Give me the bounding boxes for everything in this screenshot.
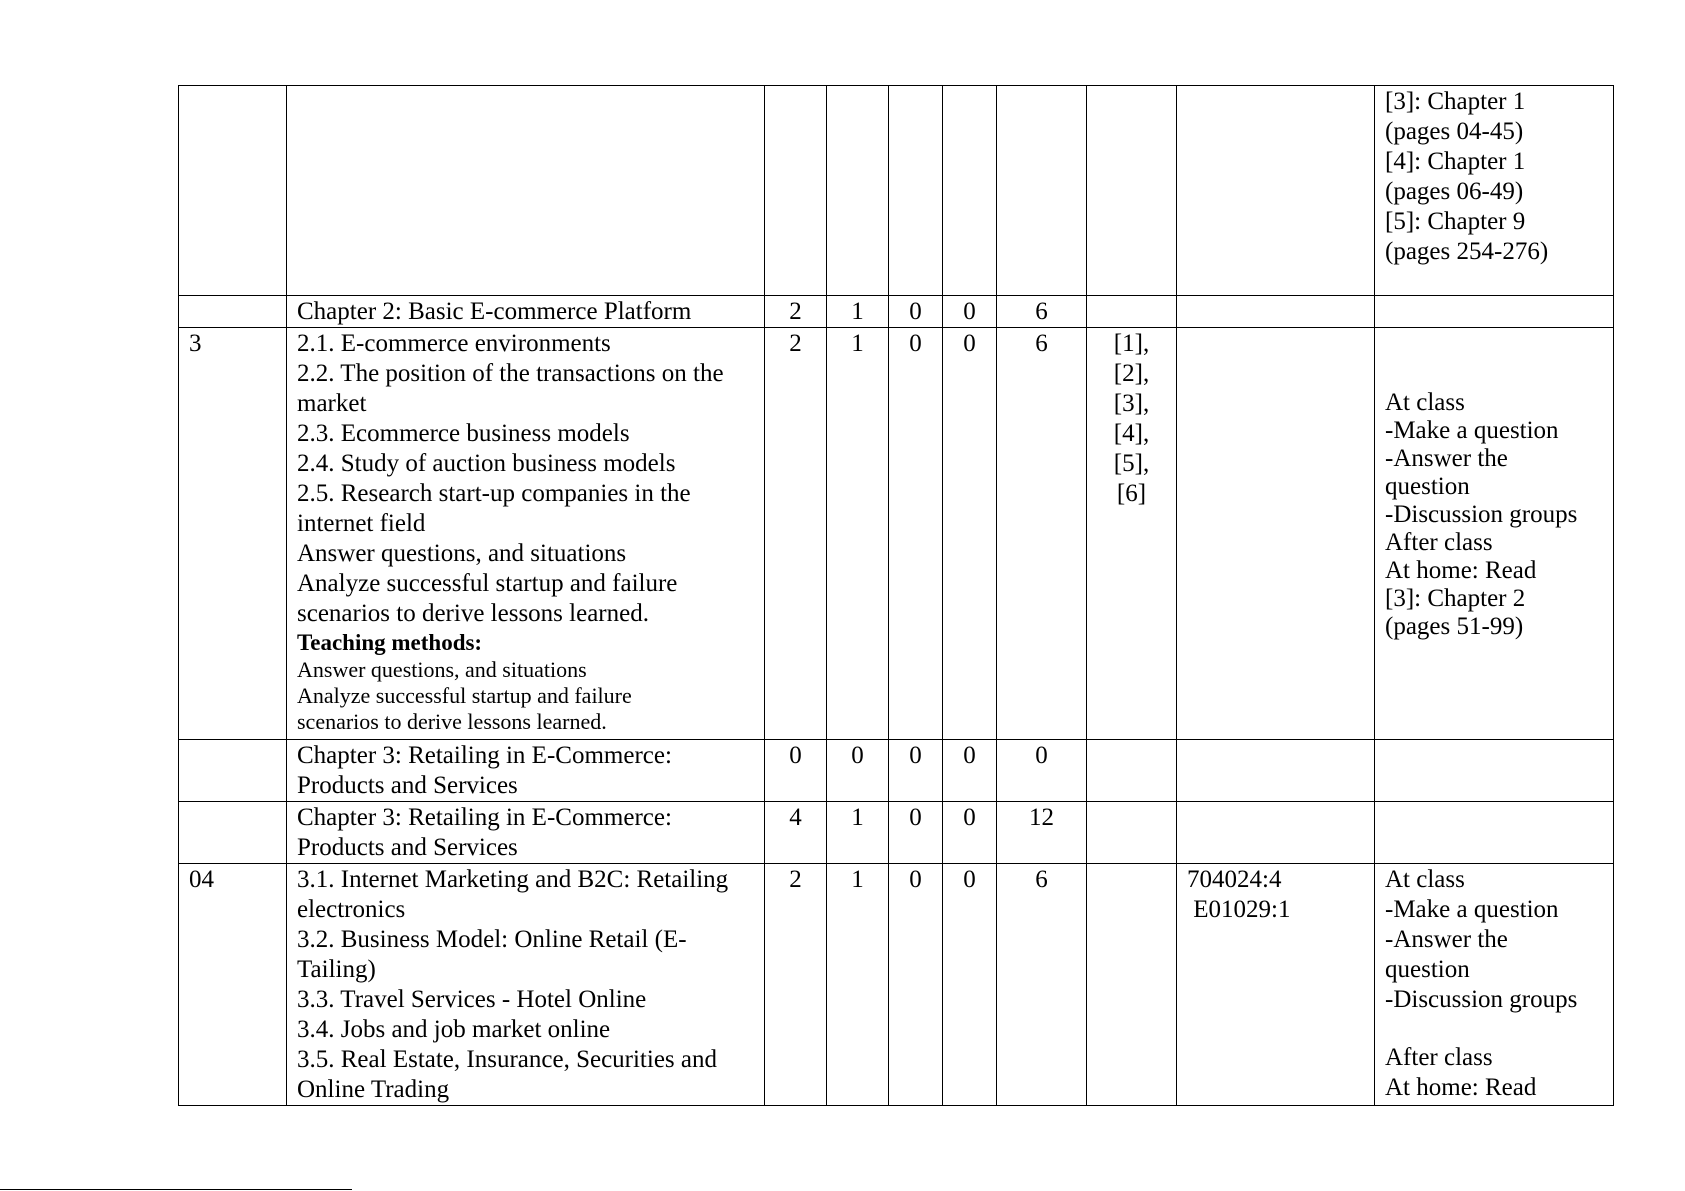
- content-line: 2.5. Research start-up companies in the: [297, 480, 691, 507]
- activity-line: After class: [1385, 1044, 1493, 1071]
- hours-value: 0: [909, 866, 922, 893]
- activities-cell: [1375, 328, 1614, 740]
- references-cell: [1087, 328, 1177, 740]
- activity-line: (pages 04-45): [1385, 118, 1524, 145]
- content-line: 2.1. E-commerce environments: [297, 330, 611, 357]
- teaching-method-line: Answer questions, and situations: [297, 657, 587, 682]
- references-cell: [1087, 86, 1177, 296]
- hours-cell: [943, 802, 997, 864]
- table-row: [179, 864, 1614, 1106]
- content-line: Answer questions, and situations: [297, 540, 627, 567]
- reference-line: [4],: [1113, 420, 1150, 447]
- clo-line: 704024:4: [1187, 866, 1282, 893]
- activity-line: -Answer the: [1385, 445, 1508, 472]
- syllabus-table: [178, 85, 1614, 1106]
- table-row: [179, 740, 1614, 802]
- teaching-method-line: scenarios to derive lessons learned.: [297, 709, 607, 734]
- week-cell: [179, 86, 287, 296]
- hours-value: 4: [789, 804, 802, 831]
- clo-cell: [1177, 328, 1375, 740]
- activities-cell: [1375, 802, 1614, 864]
- content-cell: [287, 864, 765, 1106]
- content-cell: [287, 740, 765, 802]
- week-cell: [179, 296, 287, 328]
- hours-cell: [765, 802, 827, 864]
- activity-line: (pages 51-99): [1385, 613, 1524, 640]
- content-line: 2.4. Study of auction business models: [297, 450, 676, 477]
- hours-value: 1: [851, 804, 864, 831]
- content-line: 3.2. Business Model: Online Retail (E-: [297, 926, 687, 953]
- activity-line: At home: Read: [1385, 1074, 1537, 1101]
- hours-cell: [827, 864, 889, 1106]
- hours-cell: [827, 328, 889, 740]
- hours-cell: [997, 296, 1087, 328]
- activity-line: After class: [1385, 529, 1493, 556]
- references-cell: [1087, 296, 1177, 328]
- content-line: Products and Services: [297, 834, 518, 861]
- content-cell: [287, 296, 765, 328]
- hours-value: 2: [789, 330, 802, 357]
- content-line: electronics: [297, 896, 406, 923]
- hours-value: 0: [909, 298, 922, 325]
- activity-line: (pages 06-49): [1385, 178, 1524, 205]
- hours-cell: [997, 328, 1087, 740]
- activity-line: -Discussion groups: [1385, 986, 1578, 1013]
- content-line: market: [297, 390, 367, 417]
- teaching-method-line: Analyze successful startup and failure: [297, 683, 632, 708]
- activity-line: -Answer the: [1385, 926, 1508, 953]
- hours-value: 6: [1035, 298, 1048, 325]
- reference-line: [2],: [1113, 360, 1150, 387]
- table-row: [179, 802, 1614, 864]
- activities-cell: [1375, 86, 1614, 296]
- activities-cell: [1375, 740, 1614, 802]
- hours-value: 2: [789, 298, 802, 325]
- clo-cell: [1177, 86, 1375, 296]
- syllabus-table-body: [179, 86, 1614, 1106]
- week-cell: [179, 864, 287, 1106]
- hours-value: 12: [1029, 804, 1054, 831]
- content-line: 3.3. Travel Services - Hotel Online: [297, 986, 647, 1013]
- hours-cell: [765, 328, 827, 740]
- activity-line: At class: [1385, 389, 1465, 416]
- content-cell: [287, 802, 765, 864]
- clo-cell: [1177, 802, 1375, 864]
- hours-value: 0: [909, 804, 922, 831]
- hours-cell: [889, 864, 943, 1106]
- hours-cell: [997, 86, 1087, 296]
- hours-value: 1: [851, 330, 864, 357]
- hours-cell: [943, 740, 997, 802]
- content-line: 2.3. Ecommerce business models: [297, 420, 630, 447]
- hours-cell: [827, 740, 889, 802]
- hours-cell: [943, 864, 997, 1106]
- hours-cell: [827, 86, 889, 296]
- activity-line: At class: [1385, 866, 1465, 893]
- clo-cell: [1177, 740, 1375, 802]
- activity-line: [1385, 1015, 1603, 1043]
- references-cell: [1087, 802, 1177, 864]
- hours-cell: [765, 86, 827, 296]
- hours-cell: [997, 740, 1087, 802]
- reference-line: [1],: [1113, 330, 1150, 357]
- table-row: [179, 328, 1614, 740]
- week-number: 04: [189, 866, 214, 893]
- activity-line: At home: Read: [1385, 557, 1537, 584]
- content-line: 2.2. The position of the transactions on the: [297, 360, 724, 387]
- hours-cell: [943, 296, 997, 328]
- hours-cell: [943, 328, 997, 740]
- clo-line: E01029:1: [1187, 896, 1291, 923]
- hours-value: 0: [851, 742, 864, 769]
- activity-line: -Make a question: [1385, 896, 1559, 923]
- activity-line: question: [1385, 956, 1470, 983]
- hours-cell: [889, 328, 943, 740]
- activities-cell: [1375, 296, 1614, 328]
- content-cell: [287, 86, 765, 296]
- hours-value: 0: [909, 330, 922, 357]
- hours-cell: [827, 296, 889, 328]
- activity-line: [3]: Chapter 2: [1385, 585, 1526, 612]
- activity-line: -Make a question: [1385, 417, 1559, 444]
- hours-value: 2: [789, 866, 802, 893]
- teaching-methods-title: Teaching methods:: [297, 630, 483, 655]
- hours-value: 0: [963, 330, 976, 357]
- hours-value: 1: [851, 298, 864, 325]
- activity-line: [5]: Chapter 9: [1385, 208, 1526, 235]
- hours-value: 0: [963, 742, 976, 769]
- hours-cell: [765, 864, 827, 1106]
- content-line: 3.1. Internet Marketing and B2C: Retailing: [297, 866, 729, 893]
- hours-value: 0: [909, 742, 922, 769]
- reference-line: [3],: [1113, 390, 1150, 417]
- content-cell: [287, 328, 765, 740]
- hours-value: 0: [963, 804, 976, 831]
- hours-cell: [943, 86, 997, 296]
- hours-value: 1: [851, 866, 864, 893]
- content-line: Chapter 3: Retailing in E-Commerce:: [297, 804, 672, 831]
- clo-cell: [1177, 864, 1375, 1106]
- reference-line: [5],: [1113, 450, 1150, 477]
- hours-cell: [889, 802, 943, 864]
- hours-cell: [997, 864, 1087, 1106]
- hours-cell: [827, 802, 889, 864]
- week-number: 3: [189, 330, 202, 357]
- content-line: 3.4. Jobs and job market online: [297, 1016, 611, 1043]
- hours-cell: [997, 802, 1087, 864]
- week-cell: [179, 328, 287, 740]
- content-line: 3.5. Real Estate, Insurance, Securities and: [297, 1046, 717, 1073]
- table-row: [179, 296, 1614, 328]
- hours-cell: [765, 740, 827, 802]
- week-cell: [179, 740, 287, 802]
- hours-value: 0: [789, 742, 802, 769]
- content-line: Products and Services: [297, 772, 518, 799]
- references-cell: [1087, 864, 1177, 1106]
- activity-line: -Discussion groups: [1385, 501, 1578, 528]
- hours-cell: [765, 296, 827, 328]
- hours-value: 0: [1035, 742, 1048, 769]
- activity-line: question: [1385, 473, 1470, 500]
- content-line: Analyze successful startup and failure: [297, 570, 678, 597]
- content-line: Chapter 2: Basic E-commerce Platform: [297, 298, 692, 325]
- hours-value: 6: [1035, 330, 1048, 357]
- content-line: Chapter 3: Retailing in E-Commerce:: [297, 742, 672, 769]
- content-line: Online Trading: [297, 1076, 450, 1103]
- activity-line: (pages 254-276): [1385, 238, 1549, 265]
- activity-line: [4]: Chapter 1: [1385, 148, 1526, 175]
- hours-cell: [889, 86, 943, 296]
- references-cell: [1087, 740, 1177, 802]
- activity-line: [3]: Chapter 1: [1385, 88, 1526, 115]
- reference-line: [6]: [1116, 480, 1147, 507]
- activities-cell: [1375, 864, 1614, 1106]
- hours-value: 0: [963, 866, 976, 893]
- hours-cell: [889, 296, 943, 328]
- hours-value: 0: [963, 298, 976, 325]
- clo-cell: [1177, 296, 1375, 328]
- content-line: internet field: [297, 510, 426, 537]
- table-row: [179, 86, 1614, 296]
- hours-value: 6: [1035, 866, 1048, 893]
- week-cell: [179, 802, 287, 864]
- hours-cell: [889, 740, 943, 802]
- activities-spacer: [1385, 329, 1603, 389]
- footnote-rule: [0, 1189, 352, 1190]
- content-line: scenarios to derive lessons learned.: [297, 600, 649, 627]
- content-line: Tailing): [297, 956, 376, 983]
